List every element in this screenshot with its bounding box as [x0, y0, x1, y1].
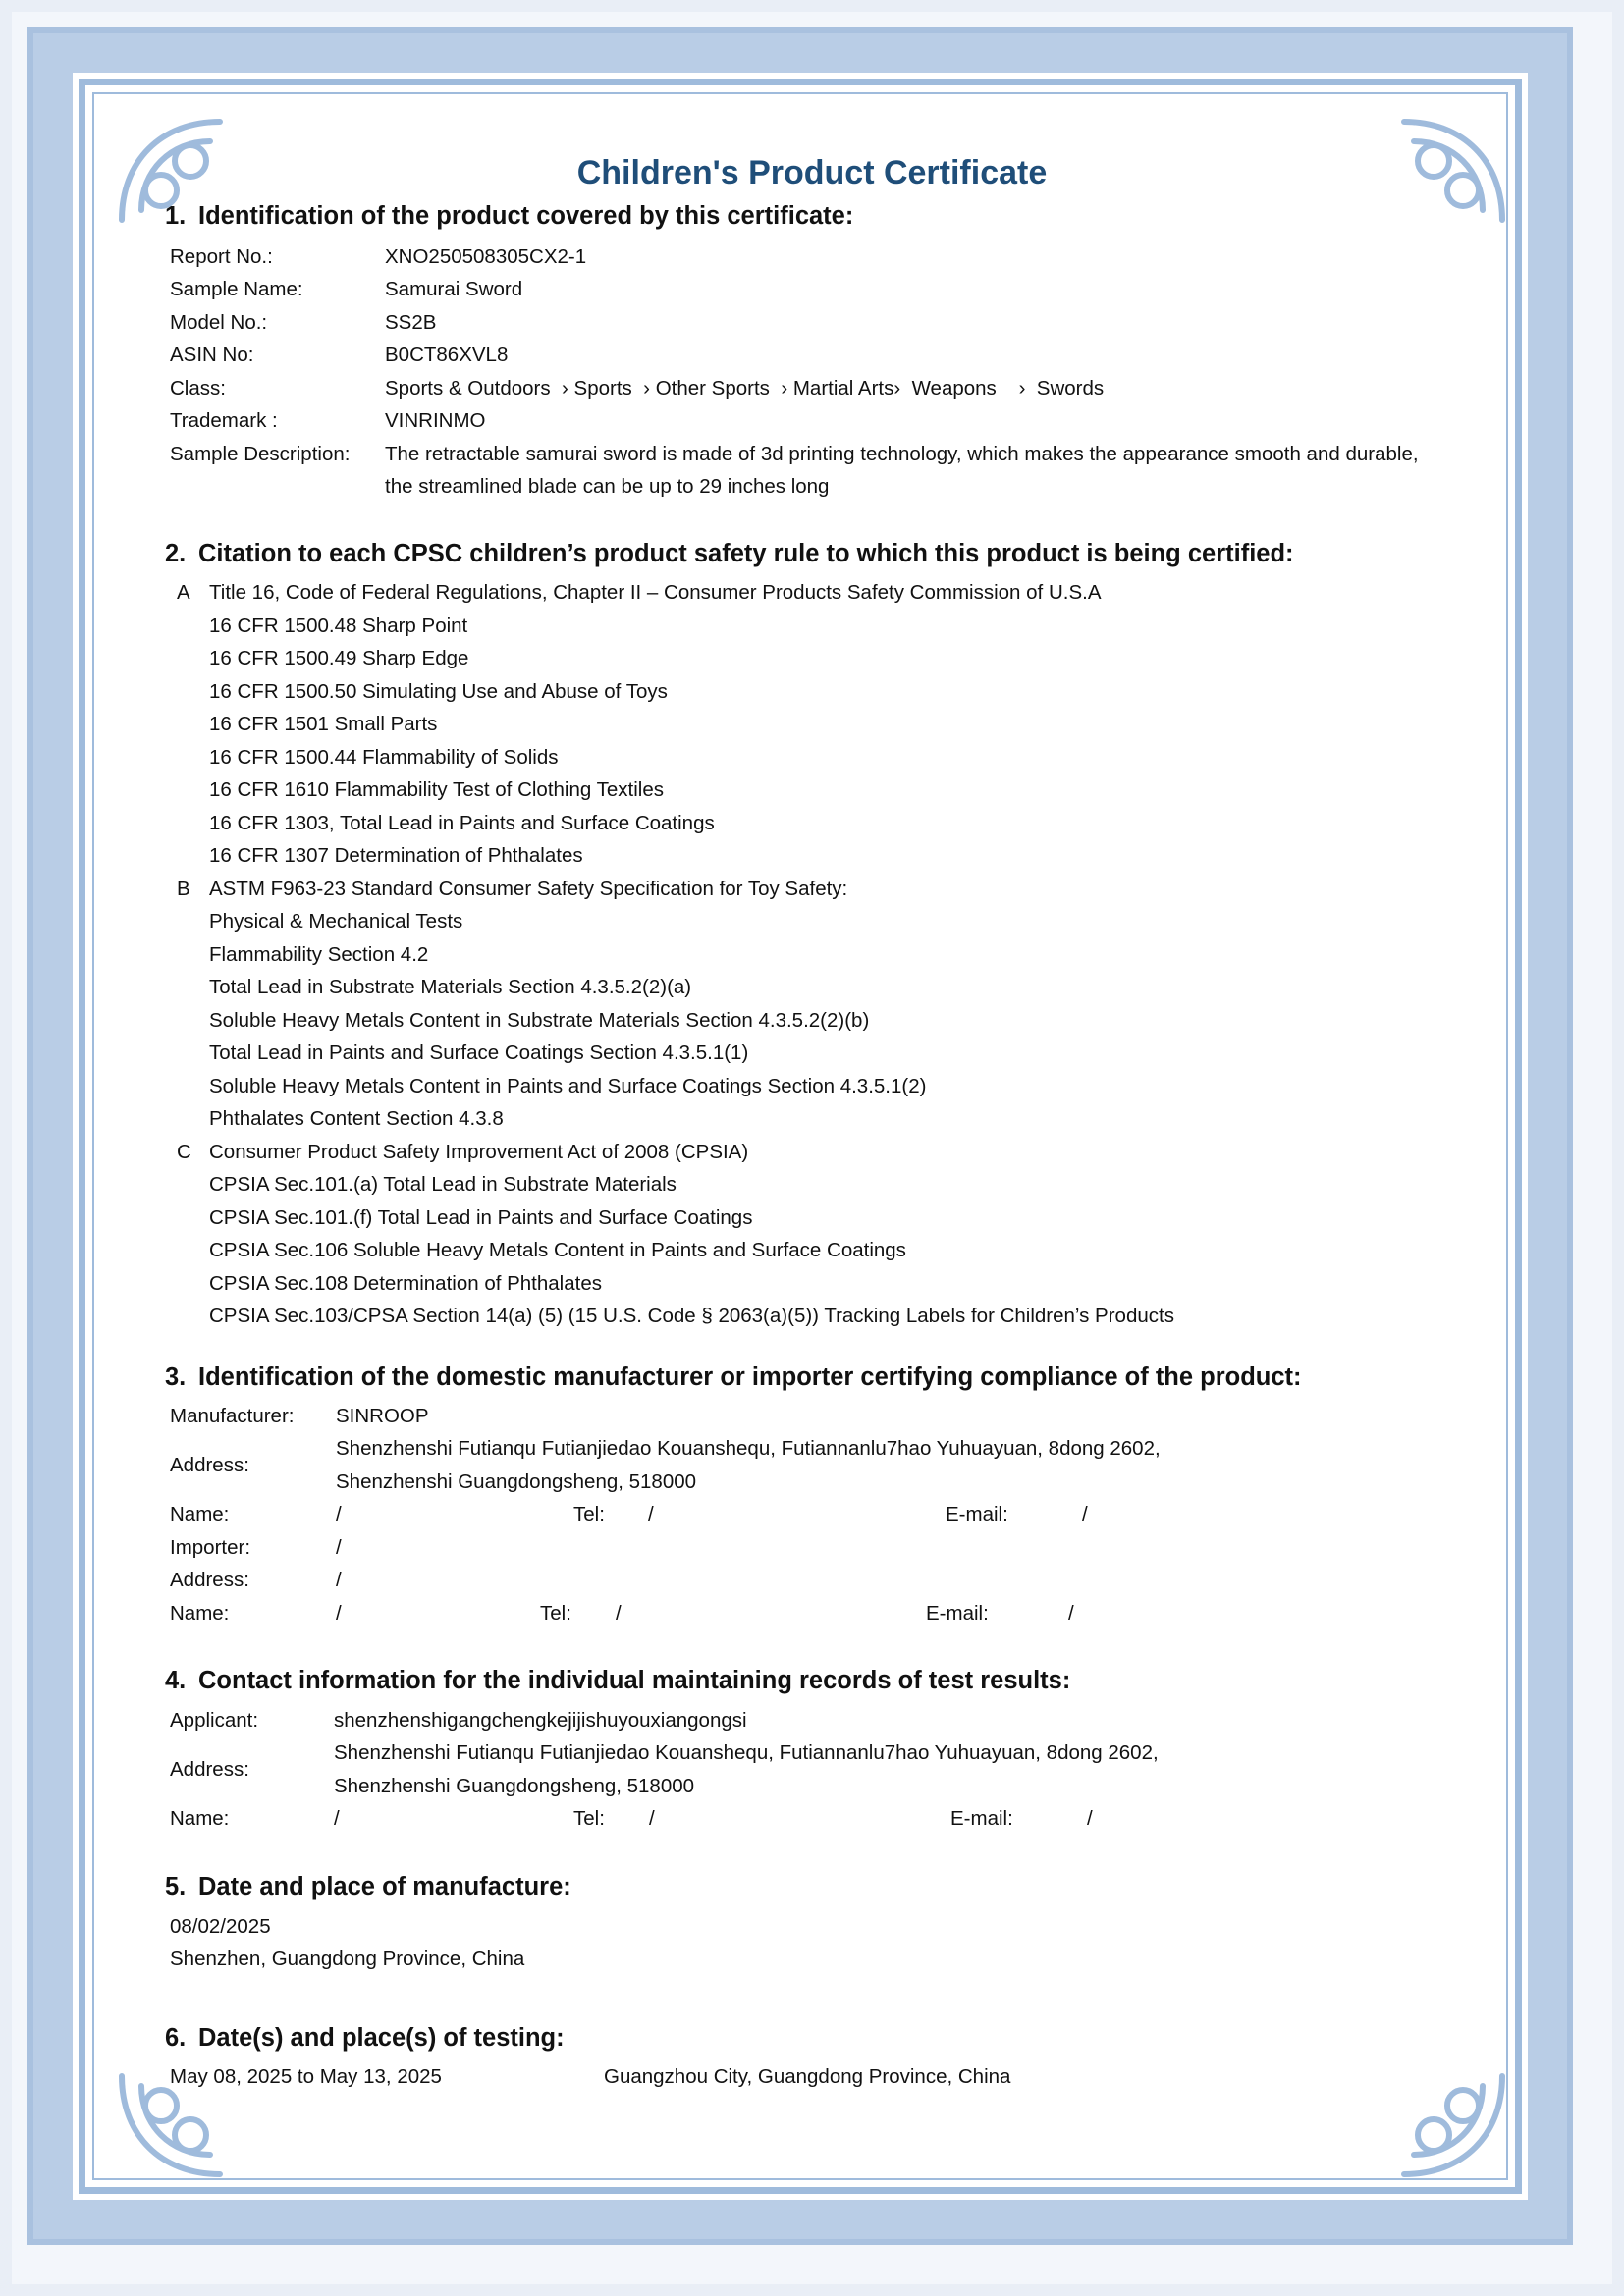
- testing-dates: May 08, 2025 to May 13, 2025: [170, 2065, 442, 2088]
- citation-item: 16 CFR 1610 Flammability Test of Clothing Textiles: [209, 778, 664, 801]
- group-letter: A: [177, 581, 190, 604]
- name-label: Name:: [170, 1807, 230, 1830]
- citation-item: Physical & Mechanical Tests: [209, 910, 463, 933]
- address-line: Shenzhenshi Guangdongsheng, 518000: [336, 1470, 697, 1493]
- s1-value: Samurai Sword: [385, 278, 523, 300]
- applicant-label: Applicant:: [170, 1709, 259, 1732]
- group-letter: B: [177, 878, 190, 900]
- citation-item: CPSIA Sec.101.(f) Total Lead in Paints and Surface Coatings: [209, 1206, 753, 1229]
- citation-item: CPSIA Sec.106 Soluble Heavy Metals Content in Paints and Surface Coatings: [209, 1239, 906, 1261]
- section6-heading: 6. Date(s) and place(s) of testing:: [165, 2024, 565, 2052]
- address-line: Shenzhenshi Futianqu Futianjiedao Kouanshequ, Futiannanlu7hao Yuhuayuan, 8dong 2602,: [334, 1741, 1159, 1764]
- s1-label: Sample Description:: [170, 443, 351, 465]
- citation-item: Total Lead in Substrate Materials Section 4.3.5.2(2)(a): [209, 976, 692, 998]
- s1-label: Class:: [170, 377, 226, 400]
- address-line: Shenzhenshi Futianqu Futianjiedao Kouanshequ, Futiannanlu7hao Yuhuayuan, 8dong 2602,: [336, 1437, 1161, 1460]
- manufacture-place: Shenzhen, Guangdong Province, China: [170, 1948, 525, 1970]
- s1-label: Trademark :: [170, 409, 278, 432]
- citation-item: Title 16, Code of Federal Regulations, Chapter II – Consumer Products Safety Commission of U.S.A: [209, 581, 1102, 604]
- s1-value: B0CT86XVL8: [385, 344, 509, 366]
- citation-item: ASTM F963-23 Standard Consumer Safety Specification for Toy Safety:: [209, 878, 848, 900]
- citation-item: 16 CFR 1500.50 Simulating Use and Abuse of Toys: [209, 680, 668, 703]
- s1-value: The retractable samurai sword is made of 3d printing technology, which makes the appearance smooth and durable,: [385, 443, 1419, 465]
- citation-item: 16 CFR 1500.48 Sharp Point: [209, 614, 468, 637]
- citation-item: 16 CFR 1500.44 Flammability of Solids: [209, 746, 559, 769]
- section1-heading: 1. Identification of the product covered by this certificate:: [165, 202, 854, 230]
- citation-item: CPSIA Sec.101.(a) Total Lead in Substrate Materials: [209, 1173, 677, 1196]
- importer-email-value: /: [1068, 1602, 1074, 1625]
- section4-heading: 4. Contact information for the individual maintaining records of test results:: [165, 1667, 1071, 1694]
- manufacture-date: 08/02/2025: [170, 1915, 271, 1938]
- s1-label: ASIN No:: [170, 344, 254, 366]
- importer-label: Importer:: [170, 1536, 251, 1559]
- manufacturer-label: Manufacturer:: [170, 1405, 295, 1427]
- page-title: Children's Product Certificate: [576, 154, 1048, 191]
- name-value: /: [336, 1503, 342, 1525]
- email-value: /: [1087, 1807, 1093, 1830]
- applicant-value: shenzhenshigangchengkejijishuyouxiangongsi: [334, 1709, 747, 1732]
- importer-tel-value: /: [616, 1602, 622, 1625]
- citation-item: 16 CFR 1501 Small Parts: [209, 713, 438, 735]
- name-value: /: [334, 1807, 340, 1830]
- citation-item: Phthalates Content Section 4.3.8: [209, 1107, 504, 1130]
- importer-name-value: /: [336, 1602, 342, 1625]
- s1-label: Sample Name:: [170, 278, 303, 300]
- address-label: Address:: [170, 1454, 249, 1476]
- s1-label: Report No.:: [170, 245, 273, 268]
- importer-value: /: [336, 1536, 342, 1559]
- tel-value: /: [648, 1503, 654, 1525]
- citation-item: Soluble Heavy Metals Content in Paints and Surface Coatings Section 4.3.5.1(2): [209, 1075, 927, 1097]
- tel-label: Tel:: [573, 1503, 605, 1525]
- address-label: Address:: [170, 1758, 249, 1781]
- address-line: Shenzhenshi Guangdongsheng, 518000: [334, 1775, 695, 1797]
- section3-heading: 3. Identification of the domestic manufacturer or importer certifying compliance of the product:: [165, 1363, 1302, 1391]
- email-value: /: [1082, 1503, 1088, 1525]
- name-label: Name:: [170, 1503, 230, 1525]
- section2-heading: 2. Citation to each CPSC children’s product safety rule to which this product is being certified:: [165, 540, 1294, 567]
- email-label: E-mail:: [950, 1807, 1013, 1830]
- email-label: E-mail:: [946, 1503, 1008, 1525]
- s1-value: XNO250508305CX2-1: [385, 245, 587, 268]
- citation-item: 16 CFR 1303, Total Lead in Paints and Surface Coatings: [209, 812, 715, 834]
- citation-item: Consumer Product Safety Improvement Act of 2008 (CPSIA): [209, 1141, 749, 1163]
- importer-tel-label: Tel:: [540, 1602, 571, 1625]
- importer-email-label: E-mail:: [926, 1602, 989, 1625]
- citation-item: Soluble Heavy Metals Content in Substrate Materials Section 4.3.5.2(2)(b): [209, 1009, 870, 1032]
- citation-item: 16 CFR 1307 Determination of Phthalates: [209, 844, 583, 867]
- citation-item: Total Lead in Paints and Surface Coatings Section 4.3.5.1(1): [209, 1041, 749, 1064]
- s1-label: Model No.:: [170, 311, 268, 334]
- section5-heading: 5. Date and place of manufacture:: [165, 1873, 571, 1900]
- importer-address-label: Address:: [170, 1569, 249, 1591]
- importer-address-value: /: [336, 1569, 342, 1591]
- testing-place: Guangzhou City, Guangdong Province, China: [604, 2065, 1011, 2088]
- group-letter: C: [177, 1141, 191, 1163]
- s1-value-cont: the streamlined blade can be up to 29 inches long: [385, 475, 830, 498]
- importer-name-label: Name:: [170, 1602, 230, 1625]
- citation-item: 16 CFR 1500.49 Sharp Edge: [209, 647, 469, 669]
- tel-label: Tel:: [573, 1807, 605, 1830]
- citation-item: CPSIA Sec.103/CPSA Section 14(a) (5) (15 U.S. Code § 2063(a)(5)) Tracking Labels for Children’s Products: [209, 1305, 1174, 1327]
- tel-value: /: [649, 1807, 655, 1830]
- s1-value: SS2B: [385, 311, 437, 334]
- citation-item: CPSIA Sec.108 Determination of Phthalates: [209, 1272, 602, 1295]
- manufacturer-value: SINROOP: [336, 1405, 429, 1427]
- s1-value: Sports & Outdoors › Sports › Other Sports › Martial Arts› Weapons › Swords: [385, 377, 1105, 400]
- s1-value: VINRINMO: [385, 409, 486, 432]
- citation-item: Flammability Section 4.2: [209, 943, 429, 966]
